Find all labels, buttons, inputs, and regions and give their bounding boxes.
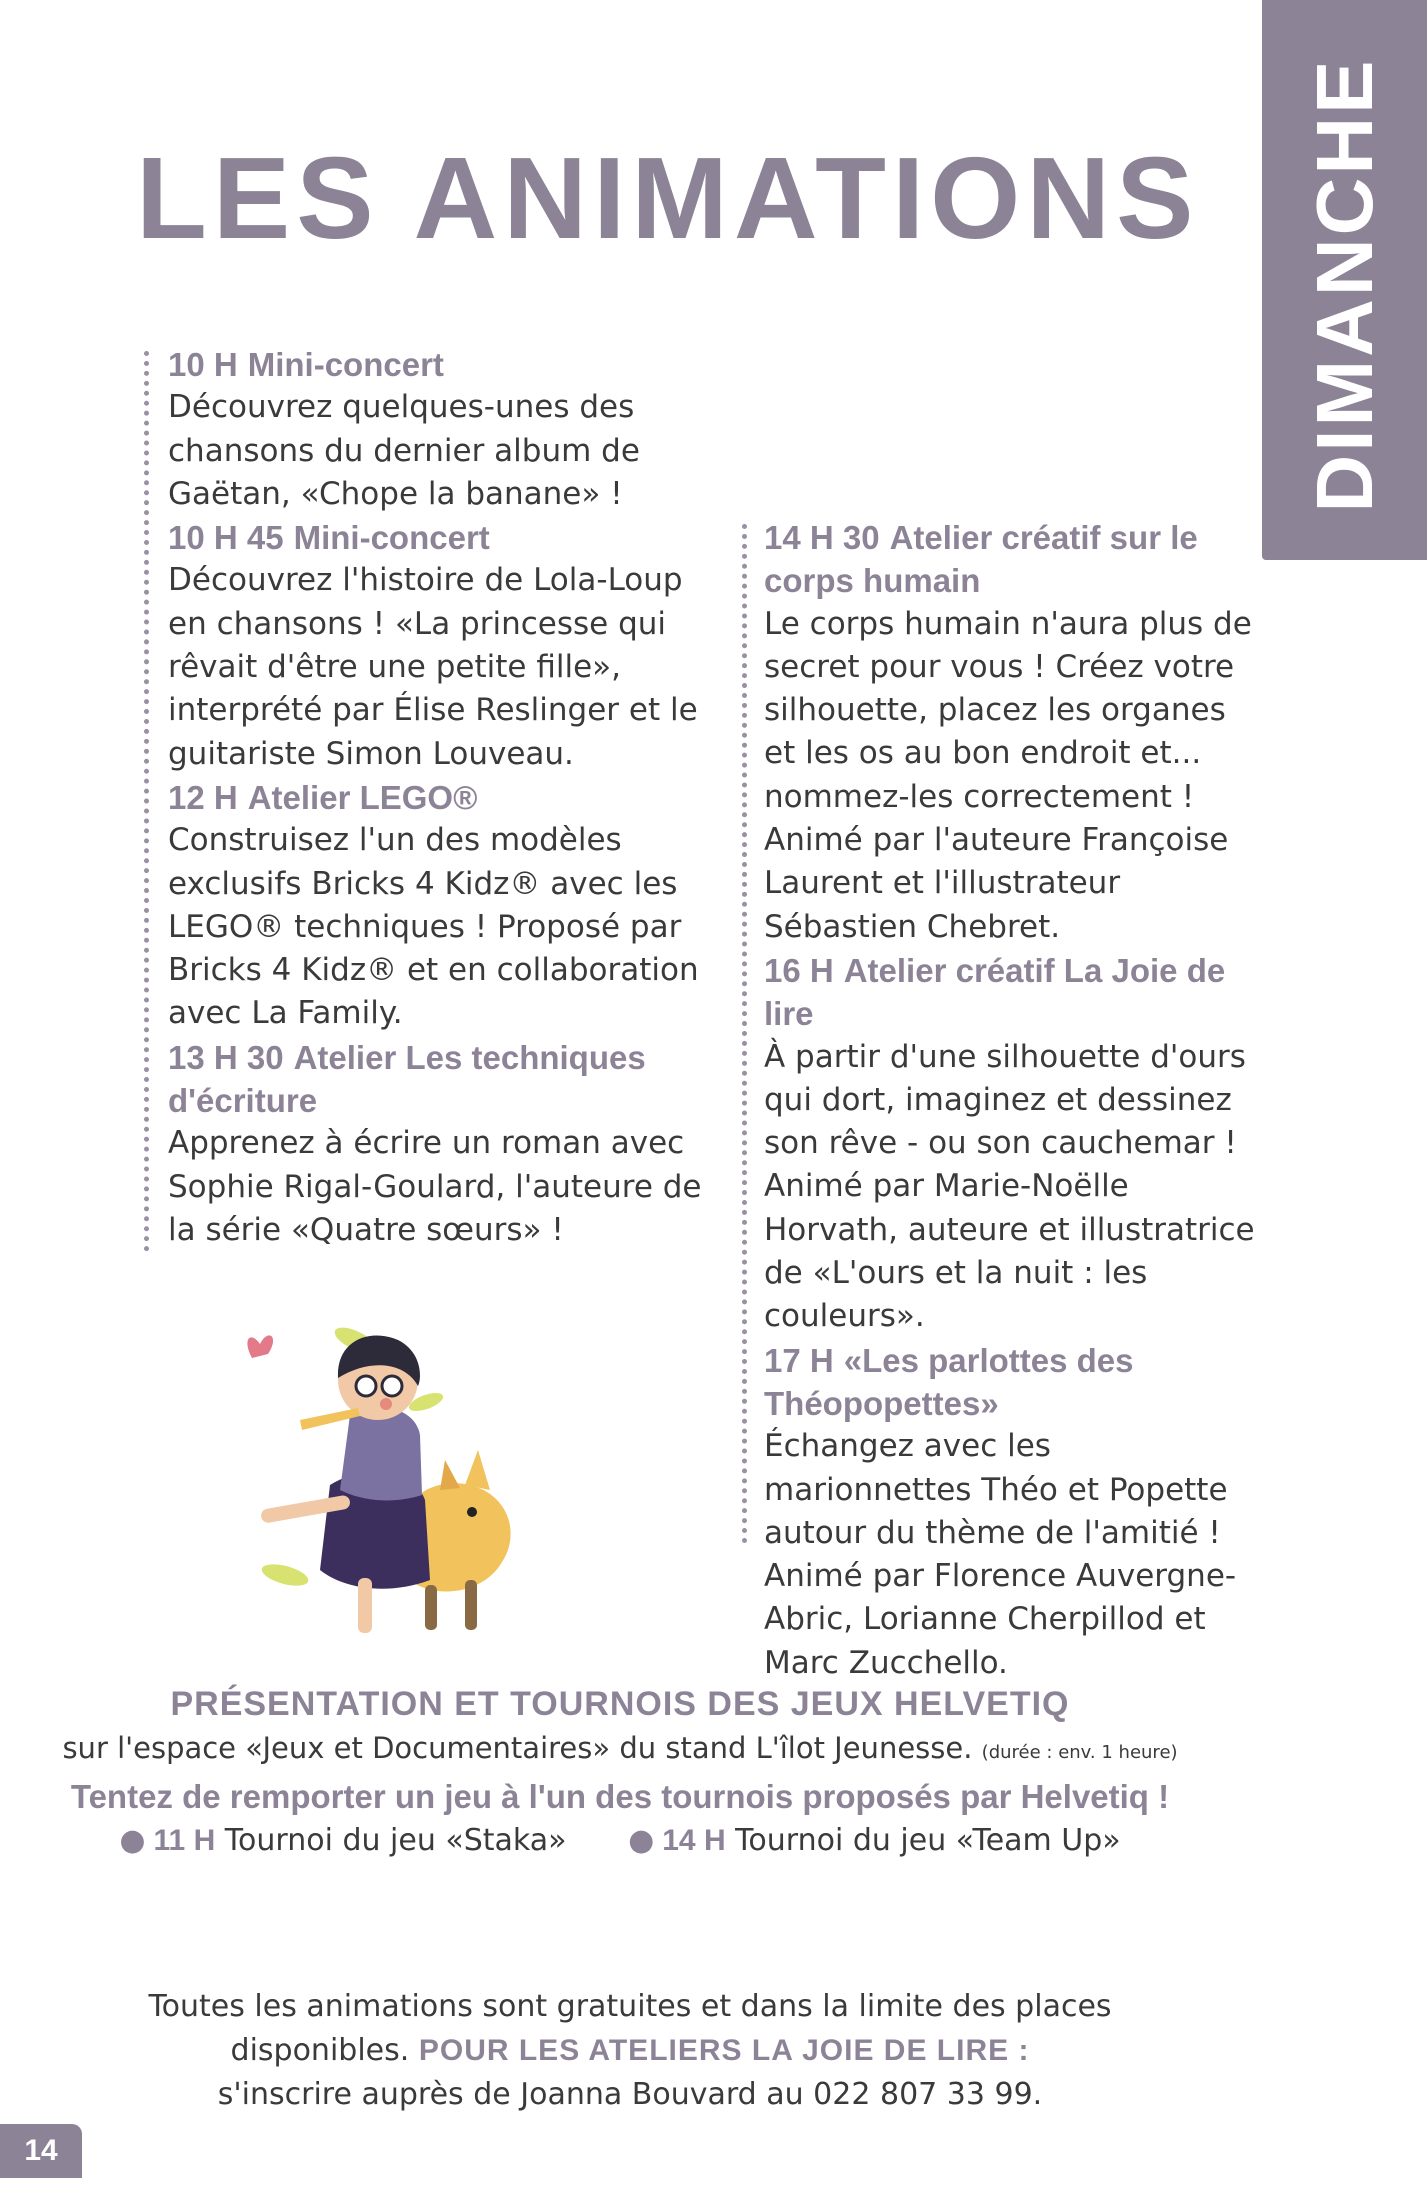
helvetiq-section — [0, 1682, 1240, 1863]
event-description: Échangez avec les marionnettes Théo et Popette autour du thème de l'amitié ! Animé par Florence Auvergne-Abric, Lorianne Cherpillod et Marc Zucchello. — [764, 1428, 1237, 1681]
bullet-icon: ● — [119, 1823, 146, 1858]
tournament-list — [0, 1819, 1240, 1863]
event-time: 10 H 45 — [168, 519, 284, 557]
butterfly-icon — [247, 1335, 273, 1358]
dog-ear — [440, 1460, 460, 1490]
event-heading — [764, 1339, 1262, 1426]
page-title: LES ANIMATIONS — [136, 133, 1200, 263]
tournament-label: Tournoi du jeu «Staka» — [224, 1823, 567, 1858]
event-time: 12 H — [168, 778, 238, 816]
event-title: «Les parlottes des Théopopettes» — [764, 1341, 1134, 1422]
event-heading — [168, 776, 728, 819]
helvetiq-subtitle — [0, 1726, 1240, 1775]
tournament-item — [119, 1823, 566, 1858]
tournament-time: 11 H — [153, 1824, 216, 1857]
event-description: Construisez l'un des modèles exclusifs Bricks 4 Kidz® avec les LEGO® techniques ! Proposé par Bricks 4 Kidz® et en collaboration avec La Family. — [168, 822, 699, 1032]
event-time: 17 H — [764, 1341, 834, 1379]
day-tab-label: DIMANCHE — [1299, 57, 1389, 513]
event-item — [764, 949, 1262, 1339]
event-description: À partir d'une silhouette d'ours qui dort, imaginez et dessinez son rêve - ou son cauchemar ! Animé par Marie-Noëlle Horvath, auteure et illustratrice de «L'ours et la nuit : les couleurs». — [764, 1038, 1255, 1335]
events-right-inner — [742, 516, 1262, 1685]
bullet-icon: ● — [628, 1823, 655, 1858]
event-title: Atelier Les techniques d'écriture — [168, 1038, 646, 1120]
event-description: Découvrez quelques-unes des chansons du dernier album de Gaëtan, «Chope la banane» ! — [168, 389, 640, 512]
event-description: Apprenez à écrire un roman avec Sophie Rigal-Goulard, l'auteure de la série «Quatre sœurs» ! — [168, 1125, 702, 1248]
event-heading — [168, 343, 728, 386]
events-left-column — [140, 343, 728, 1252]
event-title: Mini-concert — [247, 346, 444, 383]
dog-ear — [465, 1450, 490, 1490]
event-title: Mini-concert — [293, 519, 490, 557]
child-with-dog-illustration — [240, 1300, 580, 1660]
child-eye — [382, 1376, 402, 1396]
event-heading — [764, 949, 1262, 1036]
event-time: 16 H — [764, 951, 834, 989]
event-item — [168, 516, 728, 776]
events-right-column — [742, 516, 1262, 1685]
child-shirt — [340, 1407, 422, 1501]
tournament-time: 14 H — [662, 1824, 726, 1857]
event-item — [764, 1339, 1262, 1685]
footer-text: Toutes les animations sont gratuites et dans la limite des places disponibles. — [148, 1989, 1112, 2068]
event-heading — [764, 516, 1262, 603]
footer-contact: s'inscrire auprès de Joanna Bouvard au 022 807 33 99. — [217, 2077, 1043, 2112]
event-title: Atelier créatif La Joie de lire — [764, 951, 1226, 1033]
event-time: 10 H — [168, 346, 238, 383]
event-description: Découvrez l'histoire de Lola-Loup en chansons ! «La princesse qui rêvait d'être une petite fille», interprété par Élise Reslinger et le guitariste Simon Louveau. — [168, 562, 698, 772]
dog-leg — [425, 1585, 437, 1630]
dog-leg — [465, 1580, 477, 1630]
leaf-shape — [259, 1560, 310, 1590]
helvetiq-duration: (durée : env. 1 heure) — [981, 1742, 1178, 1763]
event-item — [168, 343, 728, 516]
child-eye — [356, 1376, 376, 1396]
footer-note — [140, 1985, 1120, 2117]
helvetiq-call: Tentez de remporter un jeu à l'un des tournois proposés par Helvetiq ! — [70, 1778, 1170, 1815]
day-tab — [1262, 0, 1427, 560]
footer-caps: POUR LES ATELIERS LA JOIE DE LIRE : — [418, 2034, 1030, 2067]
helvetiq-title: PRÉSENTATION ET TOURNOIS DES JEUX HELVETIQ — [170, 1685, 1070, 1723]
child-cheek — [380, 1398, 392, 1410]
event-heading — [168, 1036, 728, 1123]
event-title: Atelier créatif sur le corps humain — [764, 519, 1198, 600]
helvetiq-subtitle-text: sur l'espace «Jeux et Documentaires» du stand L'îlot Jeunesse. — [62, 1731, 973, 1765]
child-leg — [358, 1578, 372, 1633]
event-heading — [168, 516, 728, 559]
event-description: Le corps humain n'aura plus de secret pour vous ! Créez votre silhouette, placez les organes et les os au bon endroit et... nommez-les correctement ! Animé par l'auteure Françoise Laurent et l'illustrateur Sébastien Chebret. — [764, 605, 1252, 945]
tournament-label: Tournoi du jeu «Team Up» — [735, 1823, 1121, 1858]
event-item — [168, 1036, 728, 1252]
page-number: 14 — [0, 2124, 82, 2178]
event-item — [168, 776, 728, 1036]
event-time: 14 H 30 — [764, 519, 880, 556]
tournament-item — [628, 1823, 1121, 1858]
event-title: Atelier LEGO® — [247, 778, 478, 816]
event-time: 13 H 30 — [168, 1038, 284, 1076]
dog-eye — [467, 1507, 477, 1517]
event-item — [764, 516, 1262, 949]
